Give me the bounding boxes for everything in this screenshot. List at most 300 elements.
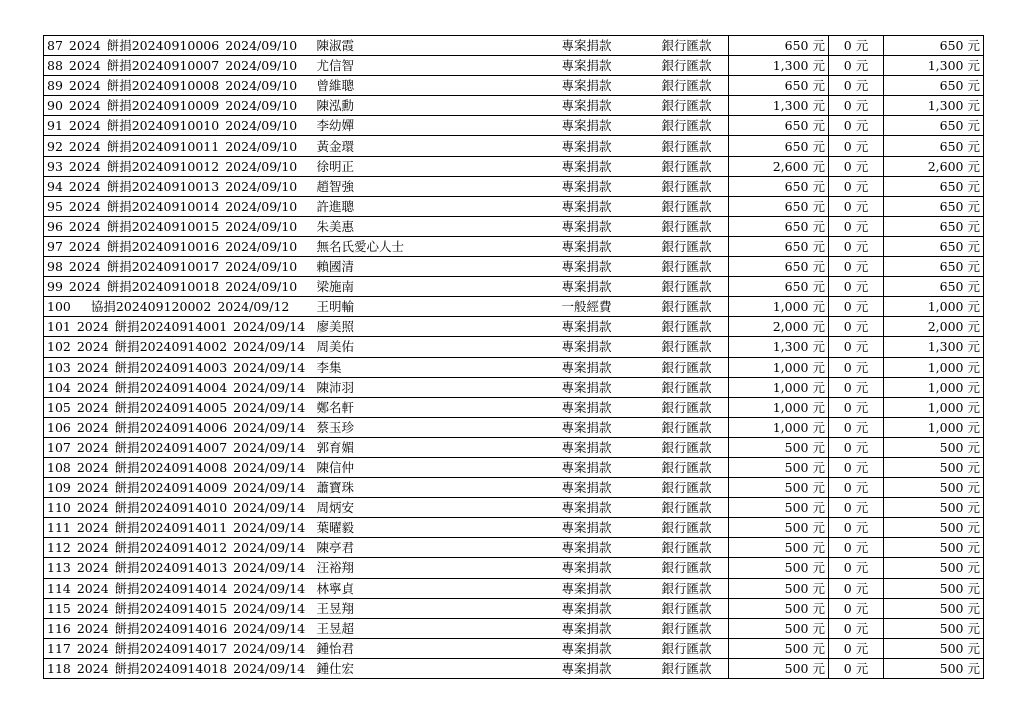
amount-cell — [729, 297, 829, 317]
donation-kind: 餅捐 — [114, 379, 140, 395]
amount-unit: 元 — [812, 299, 825, 315]
method-cell — [659, 518, 729, 538]
net-unit: 元 — [967, 319, 980, 335]
net-unit: 元 — [967, 98, 980, 114]
fee-value: 0 — [843, 238, 852, 254]
fee-value: 0 — [843, 399, 852, 415]
method-cell — [659, 478, 729, 498]
category-cell — [559, 478, 659, 498]
table-row — [44, 417, 984, 437]
donation-date: 2024/09/14 — [233, 580, 306, 596]
amount-value: 650 — [784, 118, 809, 134]
net-value: 1,000 — [927, 359, 964, 375]
fee-value: 0 — [843, 560, 852, 576]
amount-cell — [729, 136, 829, 156]
amount-unit: 元 — [812, 419, 825, 435]
row-number: 117 — [47, 640, 71, 656]
donor-name: 曾維聰 — [316, 78, 355, 94]
table-row — [44, 337, 984, 357]
donation-category: 專案捐款 — [561, 158, 612, 174]
amount-value: 500 — [784, 460, 809, 476]
donation-kind: 餅捐 — [114, 520, 140, 536]
donor-name-cell — [314, 257, 559, 277]
payment-method: 銀行匯款 — [661, 138, 712, 154]
donation-date: 2024/09/14 — [233, 460, 306, 476]
amount-value: 650 — [784, 279, 809, 295]
category-cell — [559, 397, 659, 417]
receipt-number: 20240910014 — [131, 198, 220, 214]
donation-kind: 餅捐 — [114, 419, 140, 435]
net-unit: 元 — [967, 58, 980, 74]
table-row — [44, 638, 984, 658]
donor-name: 無名氏愛心人士 — [316, 238, 405, 254]
donor-name: 陳泓勳 — [316, 98, 355, 114]
category-cell — [559, 236, 659, 256]
fee-cell — [829, 518, 884, 538]
amount-cell — [729, 457, 829, 477]
donation-category: 專案捐款 — [561, 580, 612, 596]
amount-unit: 元 — [812, 439, 825, 455]
net-unit: 元 — [967, 379, 980, 395]
receipt-number: 20240910016 — [131, 238, 220, 254]
category-cell — [559, 377, 659, 397]
net-value: 500 — [939, 460, 964, 476]
table-row — [44, 478, 984, 498]
receipt-number: 20240914004 — [139, 379, 228, 395]
donation-category: 專案捐款 — [561, 319, 612, 335]
record-id-cell — [44, 196, 314, 216]
fee-unit: 元 — [855, 620, 869, 636]
row-number: 92 — [47, 138, 63, 154]
fee-cell — [829, 236, 884, 256]
amount-cell — [729, 498, 829, 518]
donor-name-cell — [314, 417, 559, 437]
donor-name: 林寧貞 — [316, 580, 355, 596]
record-id-cell — [44, 538, 314, 558]
donation-date: 2024/09/14 — [233, 560, 306, 576]
payment-method: 銀行匯款 — [661, 238, 712, 254]
donation-date: 2024/09/14 — [233, 600, 306, 616]
donation-category: 專案捐款 — [561, 460, 612, 476]
donor-name: 朱美惠 — [316, 218, 355, 234]
amount-unit: 元 — [812, 640, 825, 656]
amount-unit: 元 — [812, 78, 825, 94]
fee-unit: 元 — [855, 339, 869, 355]
amount-cell — [729, 598, 829, 618]
fee-unit: 元 — [855, 480, 869, 496]
table-row — [44, 196, 984, 216]
table-row — [44, 156, 984, 176]
amount-value: 500 — [784, 540, 809, 556]
method-cell — [659, 377, 729, 397]
amount-cell — [729, 538, 829, 558]
row-number: 104 — [47, 379, 71, 395]
donation-category: 專案捐款 — [561, 439, 612, 455]
method-cell — [659, 558, 729, 578]
net-cell — [884, 598, 984, 618]
fee-value: 0 — [843, 540, 852, 556]
net-value: 650 — [939, 78, 964, 94]
fee-unit: 元 — [855, 279, 869, 295]
payment-method: 銀行匯款 — [661, 198, 712, 214]
donation-category: 專案捐款 — [561, 198, 612, 214]
donation-category: 專案捐款 — [561, 640, 612, 656]
amount-unit: 元 — [812, 218, 825, 234]
category-cell — [559, 156, 659, 176]
fee-cell — [829, 437, 884, 457]
fee-cell — [829, 357, 884, 377]
row-number: 100 — [47, 299, 71, 315]
payment-method: 銀行匯款 — [661, 540, 712, 556]
donation-kind: 餅捐 — [114, 319, 140, 335]
donation-category: 專案捐款 — [561, 118, 612, 134]
net-cell — [884, 558, 984, 578]
table-row — [44, 297, 984, 317]
donation-date: 2024/09/14 — [233, 319, 306, 335]
fee-unit: 元 — [855, 460, 869, 476]
fee-cell — [829, 578, 884, 598]
fee-value: 0 — [843, 78, 852, 94]
payment-method: 銀行匯款 — [661, 118, 712, 134]
net-unit: 元 — [967, 218, 980, 234]
net-value: 650 — [939, 178, 964, 194]
record-id-cell — [44, 337, 314, 357]
payment-method: 銀行匯款 — [661, 500, 712, 516]
category-cell — [559, 257, 659, 277]
row-year: 2024 — [76, 480, 109, 496]
amount-value: 650 — [784, 38, 809, 54]
net-cell — [884, 578, 984, 598]
donor-name-cell — [314, 76, 559, 96]
donation-category: 專案捐款 — [561, 520, 612, 536]
row-year: 2024 — [68, 158, 101, 174]
method-cell — [659, 618, 729, 638]
row-number: 105 — [47, 399, 71, 415]
net-cell — [884, 498, 984, 518]
amount-value: 650 — [784, 178, 809, 194]
receipt-number: 20240914005 — [139, 399, 228, 415]
method-cell — [659, 457, 729, 477]
donor-name-cell — [314, 377, 559, 397]
fee-unit: 元 — [855, 600, 869, 616]
donor-name-cell — [314, 598, 559, 618]
category-cell — [559, 437, 659, 457]
fee-cell — [829, 377, 884, 397]
amount-unit: 元 — [812, 600, 825, 616]
net-cell — [884, 277, 984, 297]
fee-unit: 元 — [855, 560, 869, 576]
record-id-cell — [44, 397, 314, 417]
donation-date: 2024/09/10 — [225, 158, 298, 174]
fee-unit: 元 — [855, 540, 869, 556]
amount-value: 650 — [784, 78, 809, 94]
donor-name-cell — [314, 498, 559, 518]
net-value: 500 — [939, 660, 964, 676]
donor-name: 王明輸 — [316, 299, 355, 315]
donation-date: 2024/09/12 — [217, 299, 290, 315]
method-cell — [659, 196, 729, 216]
fee-cell — [829, 598, 884, 618]
donor-name: 郭育媚 — [316, 439, 355, 455]
amount-value: 500 — [784, 500, 809, 516]
table-row — [44, 618, 984, 638]
receipt-number: 20240910015 — [131, 218, 220, 234]
category-cell — [559, 598, 659, 618]
amount-unit: 元 — [812, 480, 825, 496]
amount-unit: 元 — [812, 500, 825, 516]
donor-name: 陳亭君 — [316, 540, 355, 556]
receipt-number: 20240910011 — [131, 138, 220, 154]
row-number: 112 — [47, 540, 71, 556]
amount-unit: 元 — [812, 138, 825, 154]
donation-date: 2024/09/14 — [233, 540, 306, 556]
row-number: 88 — [47, 58, 63, 74]
amount-value: 1,000 — [772, 299, 809, 315]
amount-value: 1,300 — [772, 98, 809, 114]
row-number: 97 — [47, 238, 63, 254]
payment-method: 銀行匯款 — [661, 359, 712, 375]
amount-value: 500 — [784, 520, 809, 536]
donation-ledger-table — [43, 35, 984, 679]
donation-kind: 餅捐 — [106, 238, 132, 254]
payment-method: 銀行匯款 — [661, 38, 712, 54]
donation-category: 一般經費 — [561, 299, 612, 315]
category-cell — [559, 618, 659, 638]
fee-cell — [829, 297, 884, 317]
row-year: 2024 — [76, 439, 109, 455]
donation-date: 2024/09/10 — [225, 178, 298, 194]
category-cell — [559, 277, 659, 297]
donation-date: 2024/09/10 — [225, 98, 298, 114]
receipt-number: 20240914018 — [139, 660, 228, 676]
amount-unit: 元 — [812, 359, 825, 375]
record-id-cell — [44, 136, 314, 156]
donor-name: 李幼嬋 — [316, 118, 355, 134]
payment-method: 銀行匯款 — [661, 58, 712, 74]
table-row — [44, 36, 984, 56]
net-unit: 元 — [967, 439, 980, 455]
row-year: 2024 — [68, 238, 101, 254]
donation-category: 專案捐款 — [561, 98, 612, 114]
receipt-number: 20240910018 — [131, 279, 220, 295]
net-cell — [884, 76, 984, 96]
amount-cell — [729, 317, 829, 337]
amount-cell — [729, 478, 829, 498]
donor-name-cell — [314, 156, 559, 176]
row-year: 2024 — [68, 279, 101, 295]
row-year: 2024 — [76, 419, 109, 435]
net-value: 500 — [939, 600, 964, 616]
row-year: 2024 — [76, 460, 109, 476]
payment-method: 銀行匯款 — [661, 78, 712, 94]
amount-cell — [729, 518, 829, 538]
donation-date: 2024/09/10 — [225, 218, 298, 234]
amount-value: 2,600 — [772, 158, 809, 174]
amount-unit: 元 — [812, 520, 825, 536]
category-cell — [559, 96, 659, 116]
record-id-cell — [44, 558, 314, 578]
donor-name: 陳沛羽 — [316, 379, 355, 395]
donation-kind: 餅捐 — [106, 218, 132, 234]
fee-unit: 元 — [855, 118, 869, 134]
donation-category: 專案捐款 — [561, 620, 612, 636]
amount-value: 500 — [784, 480, 809, 496]
net-cell — [884, 136, 984, 156]
record-id-cell — [44, 257, 314, 277]
donation-category: 專案捐款 — [561, 560, 612, 576]
fee-value: 0 — [843, 218, 852, 234]
net-value: 1,300 — [927, 339, 964, 355]
net-unit: 元 — [967, 38, 980, 54]
net-cell — [884, 297, 984, 317]
receipt-number: 20240914011 — [139, 520, 228, 536]
fee-value: 0 — [843, 259, 852, 275]
donation-kind: 餅捐 — [114, 500, 140, 516]
method-cell — [659, 116, 729, 136]
amount-cell — [729, 56, 829, 76]
donor-name: 鍾怡君 — [316, 640, 355, 656]
fee-cell — [829, 156, 884, 176]
amount-value: 650 — [784, 238, 809, 254]
net-cell — [884, 56, 984, 76]
table-row — [44, 518, 984, 538]
donor-name: 蕭寶珠 — [316, 480, 355, 496]
fee-cell — [829, 498, 884, 518]
donor-name-cell — [314, 337, 559, 357]
fee-value: 0 — [843, 419, 852, 435]
net-unit: 元 — [967, 299, 980, 315]
amount-cell — [729, 277, 829, 297]
net-unit: 元 — [967, 640, 980, 656]
method-cell — [659, 216, 729, 236]
row-number: 90 — [47, 98, 63, 114]
receipt-number: 20240914017 — [139, 640, 228, 656]
row-year: 2024 — [76, 379, 109, 395]
amount-value: 2,000 — [772, 319, 809, 335]
fee-unit: 元 — [855, 138, 869, 154]
net-value: 1,000 — [927, 419, 964, 435]
donation-category: 專案捐款 — [561, 38, 612, 54]
record-id-cell — [44, 357, 314, 377]
net-unit: 元 — [967, 78, 980, 94]
net-cell — [884, 236, 984, 256]
fee-value: 0 — [843, 178, 852, 194]
net-value: 650 — [939, 38, 964, 54]
record-id-cell — [44, 498, 314, 518]
receipt-number: 20240914006 — [139, 419, 228, 435]
net-value: 1,000 — [927, 299, 964, 315]
net-unit: 元 — [967, 660, 980, 676]
fee-value: 0 — [843, 158, 852, 174]
net-cell — [884, 478, 984, 498]
fee-cell — [829, 196, 884, 216]
receipt-number: 20240914002 — [139, 339, 228, 355]
fee-unit: 元 — [855, 38, 869, 54]
amount-value: 1,000 — [772, 419, 809, 435]
fee-value: 0 — [843, 660, 852, 676]
payment-method: 銀行匯款 — [661, 178, 712, 194]
donor-name-cell — [314, 558, 559, 578]
net-cell — [884, 317, 984, 337]
fee-unit: 元 — [855, 379, 869, 395]
payment-method: 銀行匯款 — [661, 660, 712, 676]
donation-date: 2024/09/14 — [233, 480, 306, 496]
row-year: 2024 — [76, 560, 109, 576]
receipt-number: 20240910012 — [131, 158, 220, 174]
amount-value: 500 — [784, 660, 809, 676]
fee-cell — [829, 317, 884, 337]
receipt-number: 20240914012 — [139, 540, 228, 556]
net-value: 500 — [939, 620, 964, 636]
donor-name: 蔡玉珍 — [316, 419, 355, 435]
fee-cell — [829, 116, 884, 136]
donation-kind: 餅捐 — [106, 198, 132, 214]
method-cell — [659, 76, 729, 96]
donation-kind: 餅捐 — [106, 98, 132, 114]
donor-name: 徐明正 — [316, 158, 355, 174]
donation-date: 2024/09/14 — [233, 419, 306, 435]
donor-name-cell — [314, 96, 559, 116]
donation-date: 2024/09/14 — [233, 399, 306, 415]
fee-unit: 元 — [855, 299, 869, 315]
donation-kind: 餅捐 — [106, 138, 132, 154]
donation-category: 專案捐款 — [561, 178, 612, 194]
donation-date: 2024/09/10 — [225, 58, 298, 74]
category-cell — [559, 297, 659, 317]
receipt-number: 20240910013 — [131, 178, 220, 194]
amount-cell — [729, 357, 829, 377]
donation-date: 2024/09/10 — [225, 238, 298, 254]
net-unit: 元 — [967, 540, 980, 556]
donation-kind: 餅捐 — [114, 660, 140, 676]
category-cell — [559, 558, 659, 578]
fee-value: 0 — [843, 299, 852, 315]
row-number: 108 — [47, 460, 71, 476]
record-id-cell — [44, 578, 314, 598]
payment-method: 銀行匯款 — [661, 218, 712, 234]
payment-method: 銀行匯款 — [661, 319, 712, 335]
amount-value: 1,000 — [772, 399, 809, 415]
donor-name-cell — [314, 297, 559, 317]
row-year: 2024 — [68, 218, 101, 234]
donor-name-cell — [314, 36, 559, 56]
donor-name-cell — [314, 638, 559, 658]
amount-unit: 元 — [812, 460, 825, 476]
net-cell — [884, 196, 984, 216]
donor-name-cell — [314, 357, 559, 377]
donation-kind: 餅捐 — [114, 560, 140, 576]
category-cell — [559, 357, 659, 377]
amount-unit: 元 — [812, 620, 825, 636]
donation-kind: 餅捐 — [114, 399, 140, 415]
net-cell — [884, 156, 984, 176]
table-row — [44, 397, 984, 417]
row-number: 114 — [47, 580, 71, 596]
net-cell — [884, 257, 984, 277]
record-id-cell — [44, 156, 314, 176]
record-id-cell — [44, 76, 314, 96]
method-cell — [659, 578, 729, 598]
category-cell — [559, 417, 659, 437]
net-unit: 元 — [967, 419, 980, 435]
net-value: 1,300 — [927, 98, 964, 114]
amount-unit: 元 — [812, 158, 825, 174]
category-cell — [559, 176, 659, 196]
net-value: 650 — [939, 198, 964, 214]
table-row — [44, 457, 984, 477]
donation-kind: 協捐 — [90, 299, 116, 315]
category-cell — [559, 518, 659, 538]
